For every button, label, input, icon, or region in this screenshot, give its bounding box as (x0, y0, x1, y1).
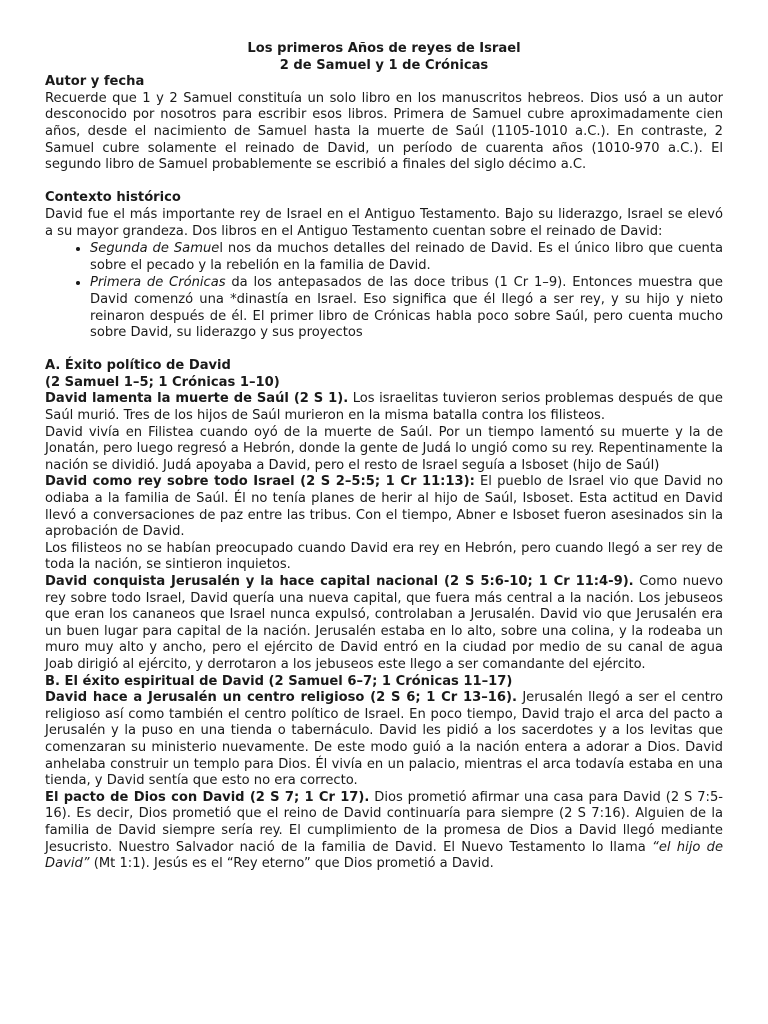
paragraph-lead: David conquista Jerusalén y la hace capital nacional (2 S 5:6-10; 1 Cr 11:4-9). (45, 574, 634, 589)
paragraph-a3 (45, 474, 723, 540)
contexto-list (45, 240, 723, 342)
paragraph-lead: El pacto de Dios con David (2 S 7; 1 Cr 17). (45, 789, 370, 805)
list-item-text: da los antepasados de las doce tribus (1 Cr 1–9). Entonces muestra que David comenzó una *dinastía en Israel. Eso significa que él llegó a ser rey, y su hijo y nieto reinaron después de él. El primer libro de Crónicas habla poco sobre Saúl, pero cuenta mucho sobre David, su liderazgo y sus proyectos (90, 275, 723, 341)
heading-autor: Autor y fecha (45, 74, 145, 90)
paragraph-text-end: (Mt 1:1). Jesús es el “Rey eterno” que Dios prometió a David. (89, 856, 494, 872)
paragraph-text: El pueblo de Israel vio que David no odiaba a la familia de Saúl. Él no tenía planes de herir al hijo de Saúl, Isboset. Esta actitud en David llevó a conversaciones de paz entre las tribus. Con el tiempo, Abner e Isboset fueron asesinados sin la aprobación de David. (45, 474, 723, 540)
paragraph-contexto: David fue el más importante rey de Israel en el Antiguo Testamento. Bajo su liderazgo, Israel se elevó a su mayor grandeza. Dos libros en el Antiguo Testamento cuentan sobre el reinado de David: (45, 206, 723, 239)
paragraph-lead: David como rey sobre todo Israel (2 S 2–5:5; 1 Cr 11:13): (45, 474, 475, 490)
book-name: Primera de Crónicas (90, 275, 226, 291)
title-line-2: 2 de Samuel y 1 de Crónicas (279, 57, 489, 73)
heading-section-a: A. Éxito político de David (45, 358, 231, 374)
paragraph-a4: Los filisteos no se habían preocupado cuando David era rey en Hebrón, pero cuando llegó a ser rey de toda la nación, se sintieron inquietos. (45, 540, 723, 573)
paragraph-lead: David hace a Jerusalén un centro religioso (2 S 6; 1 Cr 13–16). (45, 690, 517, 706)
document-title (45, 41, 723, 74)
paragraph-text: Jerusalén llegó a ser el centro religioso así como también el centro político de Israel. En poco tiempo, David trajo el arca del pacto a Jerusalén y la puso en una tienda o tabernáculo. David les pidió a los sacerdotes y a los levitas que comenzaran su ministerio nuevamente. De este modo guió a la nación entera a adorar a Dios. David anhelaba construir un templo para Dios. Él vivía en un palacio, mientras el arca todavía estaba en una tienda, y David sentía que esto no era correcto. (45, 690, 723, 789)
paragraph-text: Dios prometió afirmar una casa para David (2 S 7:5-16). Es decir, Dios prometió que el reino de David continuaría para siempre (2 S 7:16). Alguien de la familia de David siempre sería rey. El cumplimiento de la promesa de Dios a David llegó mediante Jesucristo. Nuestro Salvador nació de la familia de David. El Nuevo Testamento lo llama (45, 789, 724, 855)
heading-section-b: B. El éxito espiritual de David (2 Samuel 6–7; 1 Crónicas 11–17) (45, 673, 513, 689)
paragraph-text: Como nuevo rey sobre todo Israel, David quería una nueva capital, que fuera más central a la nación. Los jebuseos que eran los cananeos que Israel nunca expulsó, controlaban a Jerusalén. David vio que Jerusalén era un buen lugar para capital de la nación. Jerusalén estaba en lo alto, sobre una colina, y la rodeaba un muro muy alto y ancho, pero el ejército de David entró en la ciudad por medio de su canal de agua Joab dirigió al ejército, y derrotaron a los jebuseos este llego a ser comandante del ejército. (45, 574, 723, 672)
paragraph-b2 (45, 790, 723, 873)
paragraph-text: Los israelitas tuvieron serios problemas después de que Saúl murió. Tres de los hijos de Saúl murieron en la misma batalla contra los filisteos. (45, 391, 723, 424)
paragraph-autor: Recuerde que 1 y 2 Samuel constituía un solo libro en los manuscritos hebreos. Dios usó a un autor desconocido por nosotros para escribir esos libros. Primera de Samuel cubre aproximadamente cien años, desde el nacimiento de Samuel hasta la muerte de Saúl (1105-1010 a.C.). En contraste, 2 Samuel cubre solamente el reinado de David, un período de cuarenta años (1010-970 a.C.). El segundo libro de Samuel probablemente se escribió a finales del siglo décimo a.C. (45, 90, 723, 173)
book-name: Segunda de Samue (90, 241, 220, 257)
paragraph-b1 (45, 690, 723, 790)
list-item (90, 274, 723, 341)
paragraph-a1 (45, 391, 723, 424)
heading-contexto: Contexto histórico (45, 190, 181, 206)
paragraph-lead: David lamenta la muerte de Saúl (2 S 1). (45, 391, 349, 407)
title-line-1: Los primeros Años de reyes de Israel (247, 41, 521, 56)
spacer (45, 342, 723, 359)
list-item (90, 240, 723, 274)
paragraph-a2: David vivía en Filistea cuando oyó de la muerte de Saúl. Por un tiempo lamentó su muerte y la de Jonatán, pero luego regresó a Hebrón, donde la gente de Judá lo ungió como su rey. Repentinamente la nación se dividió. Judá apoyaba a David, pero el resto de Israel seguía a Isboset (hijo de Saúl) (45, 424, 723, 473)
heading-section-a-refs: (2 Samuel 1–5; 1 Crónicas 1–10) (45, 374, 280, 390)
quote-italic: “el hijo de David” (45, 839, 723, 872)
paragraph-a5 (45, 574, 723, 674)
list-item-text: l nos da muchos detalles del reinado de David. Es el único libro que cuenta sobre el pecado y la rebelión en la familia de David. (90, 241, 724, 273)
spacer (45, 174, 723, 191)
